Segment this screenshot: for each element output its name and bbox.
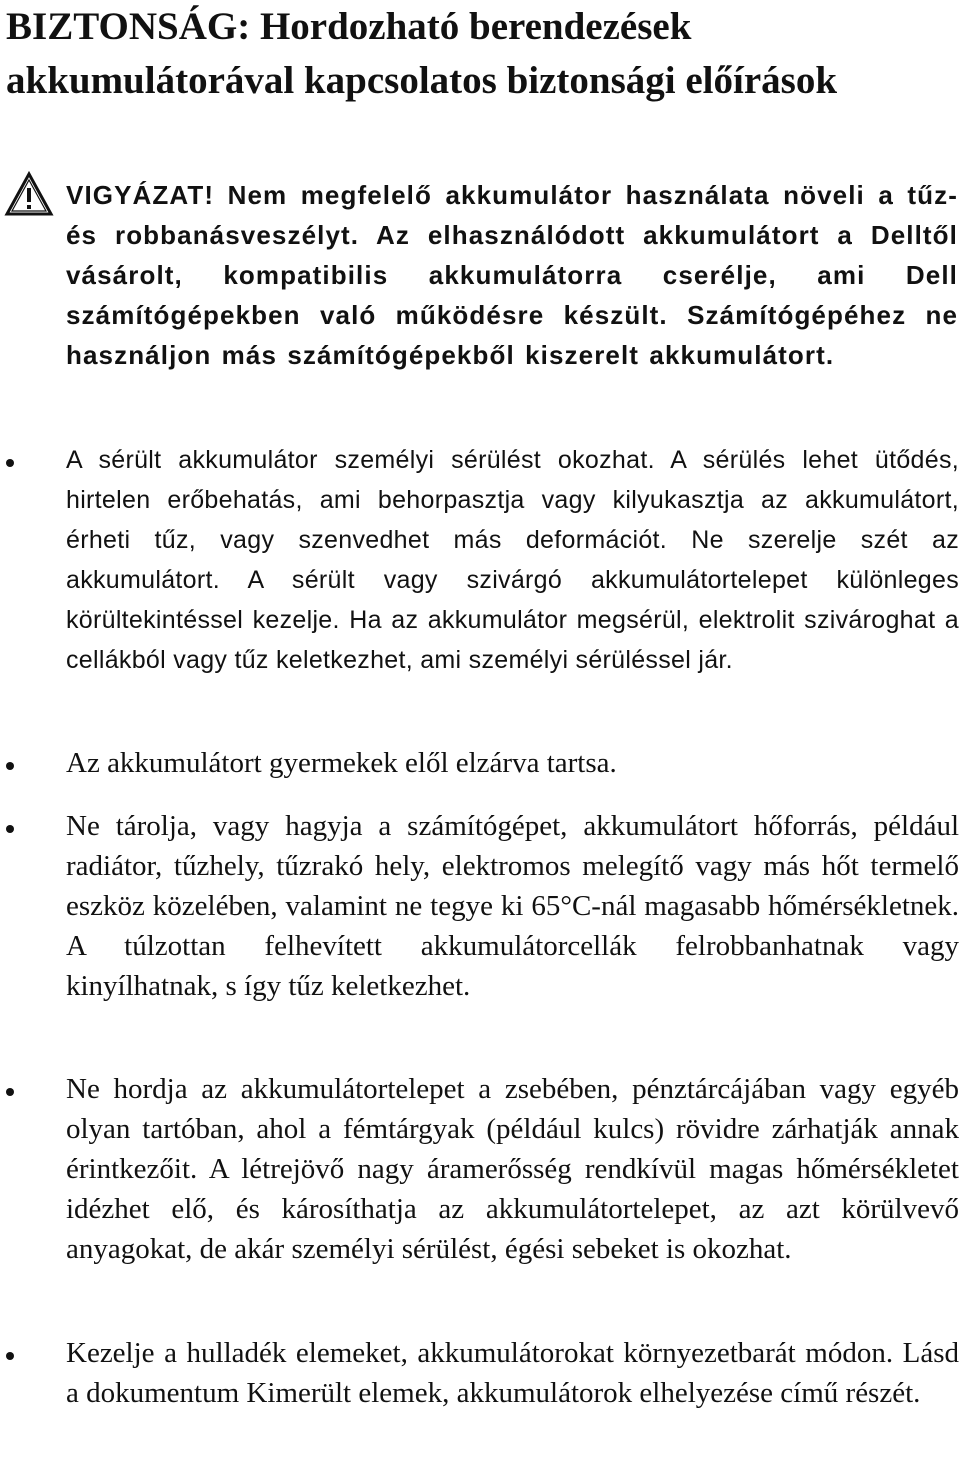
page-title: BIZTONSÁG: Hordozható berendezések akkumulátorával kapcsolatos biztonsági előírások bbox=[6, 5, 838, 102]
list-item-text: A sérült akkumulátor személyi sérülést okozhat. A sérülés lehet ütődés, hirtelen erőbehatás, ami behorpasztja vagy kilyukasztja az akkumulátort, érheti tűz, vagy szenvedhet más deformációt. Ne szerelje szét az akkumulátort. A sérült vagy szivárgó akkumulátortelepet különleges körültekintéssel kezelje. Ha az akkumulátor megsérül, elektrolit szivároghat a cellákból vagy tűz keletkezhet, ami személyi sérüléssel jár. bbox=[66, 446, 959, 674]
list-item-text: Ne hordja az akkumulátortelepet a zsebében, pénztárcájában vagy egyéb olyan tartóban, ahol a fémtárgyak (például kulcs) rövidre zárhatják annak érintkezőit. A létrejövő nagy áramerősség rendkívül magas hőmérsékletet idézhet elő, és károsíthatja az akkumulátortelepet, az azt körülvevő anyagokat, de akár személyi sérülést, égési sebeket is okozhat. bbox=[66, 1073, 959, 1265]
list-item-text: Kezelje a hulladék elemeket, akkumulátorokat környezetbarát módon. Lásd a dokumentum Kimerült elemek, akkumulátorok elhelyezése című részét. bbox=[66, 1337, 959, 1409]
list-item-text: Ne tárolja, vagy hagyja a számítógépet, akkumulátort hőforrás, például radiátor, tűzhely, tűzrakó hely, elektromos melegítő vagy más hőt termelő eszköz közelében, valamint ne tegye ki 65°C-nál magasabb hőmérsékletnek. A túlzottan felhevített akkumulátorcellák felrobbanhatnak vagy kinyílhatnak, s így tűz keletkezhet. bbox=[66, 810, 959, 1002]
bullet-icon bbox=[6, 1088, 14, 1096]
list-item-text: Az akkumulátort gyermekek elől elzárva tartsa. bbox=[66, 747, 617, 779]
bullet-icon bbox=[6, 762, 14, 770]
warning-text-emphasis: Számítógépéhez ne használjon más számítógépekből kiszerelt akkumulátort. bbox=[66, 300, 959, 370]
bullet-icon bbox=[6, 459, 14, 467]
warning-text-main: VIGYÁZAT! Nem megfelelő akkumulátor használata növeli a tűz- és robbanásveszélyt. Az elhasználódott akkumulátort a Delltől vásárolt, kompatibilis akkumulátorra cserélje, ami Dell számítógépekben való működésre készült. bbox=[66, 180, 958, 330]
bullet-icon bbox=[6, 825, 14, 833]
bullet-icon bbox=[6, 1352, 14, 1360]
